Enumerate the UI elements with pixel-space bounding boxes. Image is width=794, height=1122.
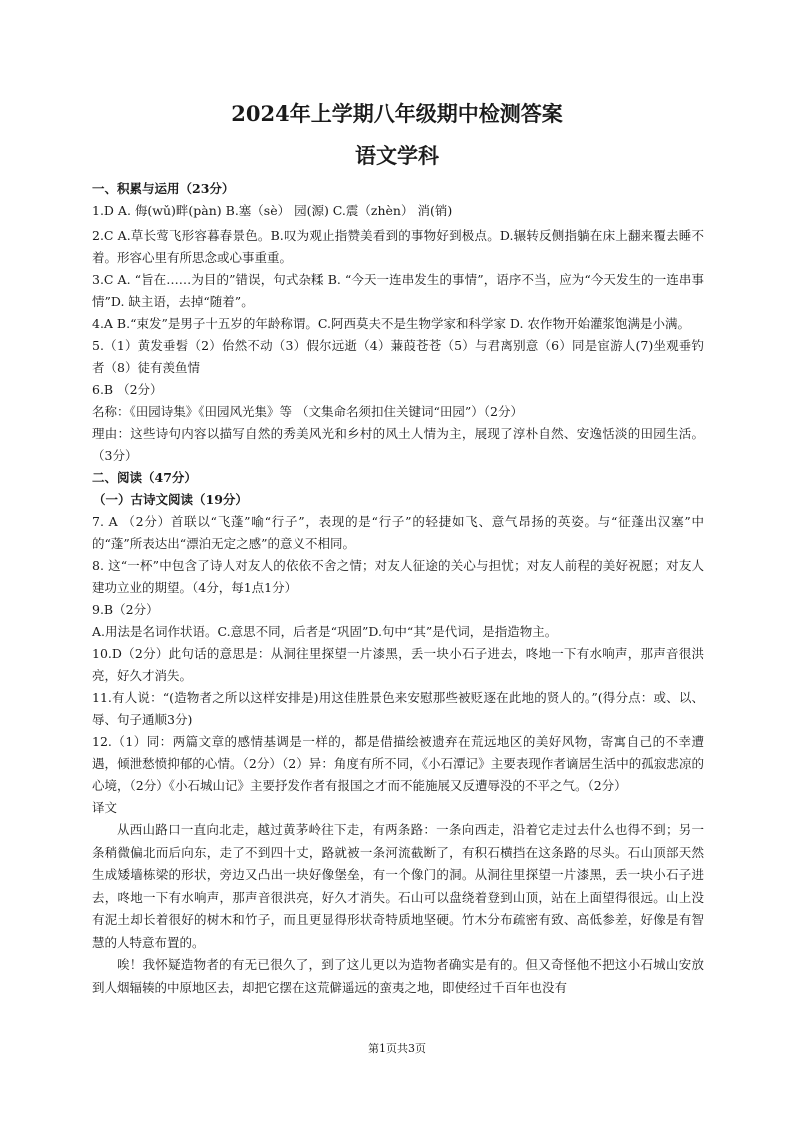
answer-q3: 3.C A. “旨在……为目的”错误，句式杂糅 B. “今天一连串发生的事情”，语序不当，应为“今天发生的一连串事情”D. 缺主语，去掉“随着”。 [92,272,704,309]
section-heading-accumulation: 一、积累与运用（23分） [92,181,235,196]
section-heading-reading: 二、阅读（47分） [92,470,197,485]
page-footer: 第1页共3页 [368,1042,426,1055]
answer-q6-reason: 理由：这些诗句内容以描写自然的秀美风光和乡村的风土人情为主，展现了淳朴自然、安逸恬淡的田园生活。（3分） [92,426,704,463]
answer-q6: 6.B （2分） [92,382,163,397]
answer-q12: 12.（1）同：两篇文章的感情基调是一样的，都是借描绘被遗弃在荒远地区的美好风物，寄寓自己的不幸遭遇，倾泄愁愤抑郁的心情。（2分）（2）异：角度有所不同，《小石潭记》主要表现作者谪居生活中的孤寂悲凉的心境，（2分）《小石城山记》主要抒发作者有报国之才而不能施展又反遭辱没的不平之气。（2分） [92,734,704,793]
answer-q10: 10.D（2分）此句话的意思是：从洞往里探望一片漆黑，丢一块小石子进去，咚地一下有水响声，那声音很洪亮，好久才消失。 [92,646,704,683]
answer-q8: 8. 这“一杯”中包含了诗人对友人的依依不舍之情；对友人征途的关心与担忧；对友人前程的美好祝愿；对友人建功立业的期望。（4分，每1点1分） [92,558,704,595]
answer-q4: 4.A B.“束发”是男子十五岁的年龄称谓。C.阿西莫夫不是生物学家和科学家 D. 农作物开始灌浆饱满是小满。 [92,316,690,331]
page-title: 2024年上学期八年级期中检测答案 [231,101,563,126]
translation-label: 译文 [92,800,118,815]
subsection-heading-classical: （一）古诗文阅读（19分） [93,492,248,507]
answer-q11: 11.有人说：“(造物者之所以这样安排是)用这佳胜景色来安慰那些被贬逐在此地的贤人的。”(得分点：或、以、辱、句子通顺3分) [92,690,704,727]
answer-q6-name: 名称：《田园诗集》《田园风光集》等 （文集命名须扣住关键词“田园”）（2分） [92,404,523,419]
answer-q9-detail: A.用法是名词作状语。C.意思不同，后者是“巩固”D.句中“其”是代词，是指造物主。 [92,624,558,639]
answer-q7: 7. A （2分）首联以“飞蓬”喻“行子”，表现的是“行子”的轻捷如飞、意气昂扬的英姿。与“征蓬出汉塞”中的“蓬”所表达出“漂泊无定之感”的意义不相同。 [92,514,704,551]
subject-title: 语文学科 [355,143,439,168]
answer-q1: 1.D A. 侮(wǔ)畔(pàn) B.塞（sè） 园(源) C.震（zhèn） 消(销) [92,203,453,218]
translation-paragraph-2: 唉！我怀疑造物者的有无已很久了，到了这儿更以为造物者确实是有的。但又奇怪他不把这小石城山安放到人烟辐辏的中原地区去，却把它摆在这荒僻遥远的蛮夷之地，即使经过千百年也没有 [92,957,704,995]
translation-paragraph-1: 从西山路口一直向北走，越过黄茅岭往下走，有两条路：一条向西走，沿着它走过去什么也得不到；另一条稍微偏北而后向东，走了不到四十丈，路就被一条河流截断了，有积石横挡在这条路的尽头。石山顶部天然生成矮墙栋梁的形状，旁边又凸出一块好像堡垒，有一个像门的洞。从洞往里探望一片漆黑，丢一块小石子进去，咚地一下有水响声，那声音很洪亮，好久才消失。石山可以盘绕着登到山顶，站在上面望得很远。山上没有泥土却长着很好的树木和竹子，而且更显得形状奇特质地坚硬。竹木分布疏密有致、高低参差，好像是有智慧的人特意布置的。 [92,822,704,950]
answer-q2: 2.C A.草长莺飞形容暮春景色。B.叹为观止指赞美看到的事物好到极点。D.辗转反侧指躺在床上翻来覆去睡不着。形容心里有所思念或心事重重。 [92,228,704,265]
answer-q9: 9.B（2分） [92,602,159,617]
answer-content [92,178,704,999]
answer-q5: 5.（1）黄发垂髫（2）佁然不动（3）假尔远逝（4）蒹葭苍苍（5）与君离别意（6）同是宦游人(7)坐观垂钓者（8）徒有羡鱼情 [92,338,704,375]
